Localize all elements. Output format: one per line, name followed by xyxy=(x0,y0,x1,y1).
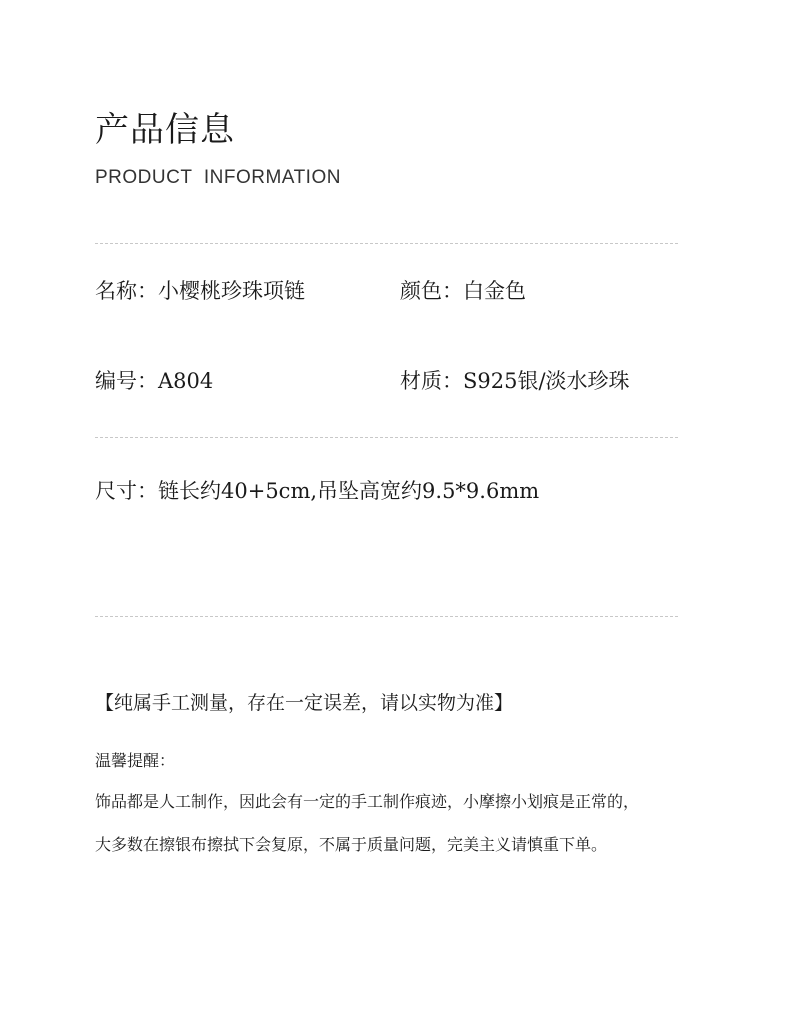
product-code-value: A804 xyxy=(158,369,214,393)
product-name-label: 名称： xyxy=(95,279,158,303)
reminder-line: 大多数在擦银布擦拭下会复原，不属于质量问题，完美主义请慎重下单。 xyxy=(95,835,608,854)
product-code-field xyxy=(95,366,213,396)
product-color-label: 颜色： xyxy=(400,279,463,303)
page-subtitle: PRODUCT INFORMATION xyxy=(95,167,341,188)
product-color-field xyxy=(400,276,526,306)
product-name-field xyxy=(95,276,305,306)
reminder-title: 温馨提醒： xyxy=(95,751,176,770)
product-size-value: 链长约40+5cm,吊坠高宽约9.5*9.6mm xyxy=(158,479,540,503)
measurement-note: 【纯属手工测量，存在一定误差，请以实物为准】 xyxy=(95,692,514,714)
product-size-field xyxy=(95,476,539,506)
product-material-field xyxy=(400,366,630,396)
product-code-label: 编号： xyxy=(95,369,158,393)
divider-bottom xyxy=(95,616,678,617)
page-title: 产品信息 xyxy=(95,110,235,150)
product-material-value: S925银/淡水珍珠 xyxy=(463,369,630,393)
reminder-line: 饰品都是人工制作，因此会有一定的手工制作痕迹，小摩擦小划痕是正常的， xyxy=(95,792,640,811)
product-size-label: 尺寸： xyxy=(95,479,158,503)
divider-top xyxy=(95,243,678,244)
divider-middle xyxy=(95,437,678,438)
product-color-value: 白金色 xyxy=(463,279,526,303)
product-name-value: 小樱桃珍珠项链 xyxy=(158,279,305,303)
product-material-label: 材质： xyxy=(400,369,463,393)
